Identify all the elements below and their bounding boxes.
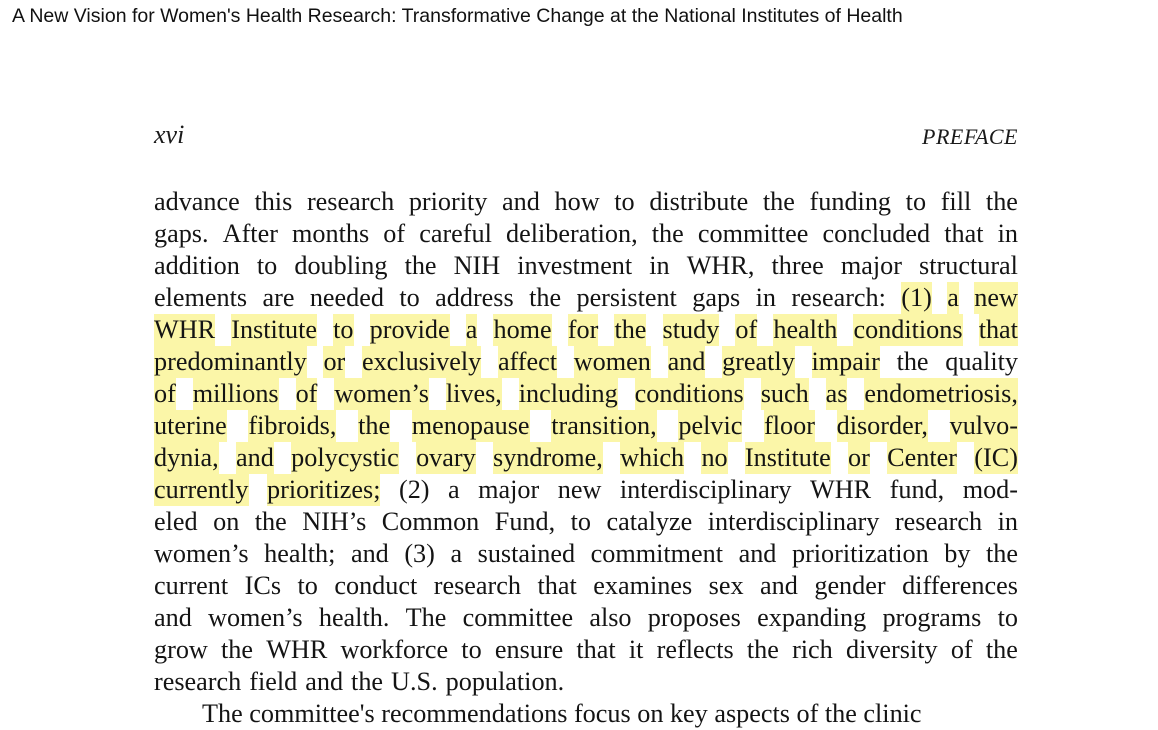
highlighted-word: or [848,443,870,472]
word: catalyze [606,507,693,536]
text-line [154,378,1018,410]
word: the [986,539,1018,568]
word: the [746,635,779,664]
word: conduct [334,571,418,600]
highlighted-word: endometriosis, [864,379,1018,408]
word: WHR [266,635,328,664]
word: examines [593,571,693,600]
word: mod- [962,475,1018,504]
word: women’s [154,539,249,568]
word: research [433,571,521,600]
word: to [570,507,592,536]
word: and [350,539,389,568]
text-line [154,218,1018,250]
word: to [614,187,635,216]
word: proposes [647,603,741,632]
word: Fund, [494,507,556,536]
word: to [461,635,482,664]
word: health; [264,539,336,568]
word: sex [708,571,744,600]
text-line [154,346,1018,378]
highlighted-word: affect [497,347,558,376]
highlighted-word: Center [887,443,957,472]
text-line [154,538,1018,570]
word: the [221,635,254,664]
highlighted-word: (IC) [974,443,1018,472]
word: address [435,283,514,312]
word: grow [154,635,208,664]
highlighted-word: to [333,315,354,344]
word: three [771,251,824,280]
word: in [755,283,777,312]
word: to [399,283,420,312]
highlighted-word: the [614,315,647,344]
text-line [154,666,1018,698]
word: in [997,507,1018,536]
highlighted-word: for [567,315,599,344]
word: a [448,475,460,504]
word: gaps [692,283,741,312]
highlighted-word: new [974,283,1018,312]
page-number: xvi [154,120,185,149]
highlighted-word: study [662,315,720,344]
text-line-cut [154,698,1018,728]
word: and [738,539,777,568]
text-line [154,186,1018,218]
word: NIH [453,251,501,280]
highlighted-word: the [358,411,391,440]
highlighted-word: Institute [231,315,318,344]
word: gender [814,571,886,600]
word: major [478,475,540,504]
highlighted-word: predominantly [154,347,307,376]
word: how [554,187,600,216]
word: that [944,219,984,248]
word: committee [697,219,809,248]
word: expanding [757,603,867,632]
word: major [840,251,902,280]
highlighted-word: and [667,347,706,376]
word: on [213,507,240,536]
word: the [351,667,384,696]
highlighted-word: greatly [722,347,795,376]
highlighted-word: menopause [411,411,530,440]
word: that [576,635,616,664]
word: to [297,571,318,600]
word: to [997,603,1018,632]
highlighted-word: no [701,443,728,472]
word: quality [945,347,1018,376]
word: interdisciplinary [619,475,792,504]
word: WHR [810,475,872,504]
word: and [502,187,540,216]
word: Common [381,507,480,536]
word: women’s [208,603,303,632]
highlighted-word: prioritizes; [267,475,381,504]
word: the [254,507,287,536]
word: ensure [494,635,564,664]
word: distribute [649,187,749,216]
text-line [154,410,1018,442]
word: and [305,667,344,696]
word: current [154,571,229,600]
text-line [154,634,1018,666]
word: persistent [576,283,677,312]
highlighted-word: fibroids, [248,411,337,440]
word: needed [309,283,384,312]
word: the [985,635,1018,664]
word: research [306,187,395,216]
highlighted-word: Institute [744,443,831,472]
highlighted-word: uterine [154,411,227,440]
word: a [450,539,463,568]
word: are [262,283,295,312]
word: addition [154,251,240,280]
word: (3) [404,539,435,568]
highlighted-word: a [947,283,959,312]
word: ICs [244,571,282,600]
highlighted-word: women [573,347,651,376]
word: research: [791,283,886,312]
highlighted-word: pelvic [678,411,743,440]
word: interdisciplinary [707,507,880,536]
word: this [254,187,293,216]
word: by [944,539,971,568]
word: rich [792,635,833,664]
highlighted-word: home [493,315,552,344]
word: prioritization [791,539,929,568]
word: to [256,251,278,280]
document-title: A New Vision for Women's Health Research: Transformative Change at the National Institutes of Health [12,5,903,27]
word: in [649,251,670,280]
highlighted-word: a [465,315,478,344]
highlighted-word: exclusively [361,347,482,376]
word: advance [154,187,240,216]
word: concluded [822,219,931,248]
highlighted-word: as [825,379,848,408]
text-line [154,506,1018,538]
word: diversity [845,635,938,664]
highlighted-word: of [154,379,176,408]
highlighted-word: which [620,443,685,472]
text-line [154,282,1018,314]
word: research [154,667,242,696]
word: U.S. [391,667,438,696]
text-line [154,474,1018,506]
highlighted-word: dynia, [154,443,219,472]
word: committee [462,603,574,632]
text-line [154,442,1018,474]
highlighted-word: ovary [416,443,476,472]
word: of [950,635,973,664]
word: the [529,283,562,312]
word: the [404,251,437,280]
text-line [154,602,1018,634]
word: workforce [340,635,449,664]
highlighted-word: floor [764,411,815,440]
word: population. [445,667,565,696]
highlighted-word: women’s [334,379,429,408]
highlighted-word: health [773,315,838,344]
word: also [589,603,632,632]
word: careful [419,219,492,248]
highlighted-word: lives, [445,379,502,408]
word: it [628,635,644,664]
word: WHR, [686,251,755,280]
word: programs [882,603,982,632]
word: structural [919,251,1018,280]
word: elements [154,283,248,312]
highlighted-word: polycystic [291,443,399,472]
highlighted-word: (1) [901,283,932,312]
word: and [760,571,798,600]
highlighted-word: such [760,379,809,408]
word: eled [154,507,198,536]
word: NIH’s [302,507,367,536]
word: fill [940,187,972,216]
word: to [905,187,927,216]
word: fund, [889,475,945,504]
word: the [651,219,684,248]
text-line [154,250,1018,282]
running-head: PREFACE [922,124,1018,149]
cut-line-text: The committee's recommendations focus on key aspects of the clinic [202,699,922,728]
word: funding [809,187,892,216]
word: months [292,219,370,248]
word: gaps. [154,219,209,248]
word: the [985,187,1018,216]
word: investment [517,251,633,280]
word: reflects [656,635,734,664]
highlighted-word: and [236,443,274,472]
word: After [222,219,278,248]
word: of [383,219,406,248]
word: in [997,219,1018,248]
highlighted-word: including [518,379,618,408]
word: field [249,667,298,696]
word: new [557,475,602,504]
word: commitment [590,539,724,568]
word: and [154,603,192,632]
word: doubling [294,251,388,280]
highlighted-word: or [323,347,346,376]
highlighted-word: disorder, [836,411,928,440]
word: sustained [477,539,576,568]
highlighted-word: that [978,315,1018,344]
body-text [154,186,1018,728]
word: research [894,507,983,536]
word: differences [902,571,1018,600]
highlighted-word: millions [192,379,279,408]
highlighted-word: vulvo- [949,411,1018,440]
highlighted-word: of [295,379,318,408]
highlighted-word: conditions [634,379,744,408]
highlighted-word: transition, [551,411,657,440]
highlighted-word: WHR [154,315,216,344]
highlighted-word: impair [811,347,880,376]
highlighted-word: of [735,315,758,344]
word: deliberation, [506,219,638,248]
word: the [762,187,795,216]
highlighted-word: conditions [853,315,963,344]
highlighted-word: currently [154,475,249,504]
highlighted-word: provide [369,315,450,344]
word: priority [408,187,488,216]
text-line [154,314,1018,346]
word: (2) [398,475,430,504]
text-line [154,570,1018,602]
word: the [896,347,929,376]
word: The [405,603,447,632]
word: health. [318,603,390,632]
word: that [537,571,577,600]
highlighted-word: syndrome, [493,443,603,472]
